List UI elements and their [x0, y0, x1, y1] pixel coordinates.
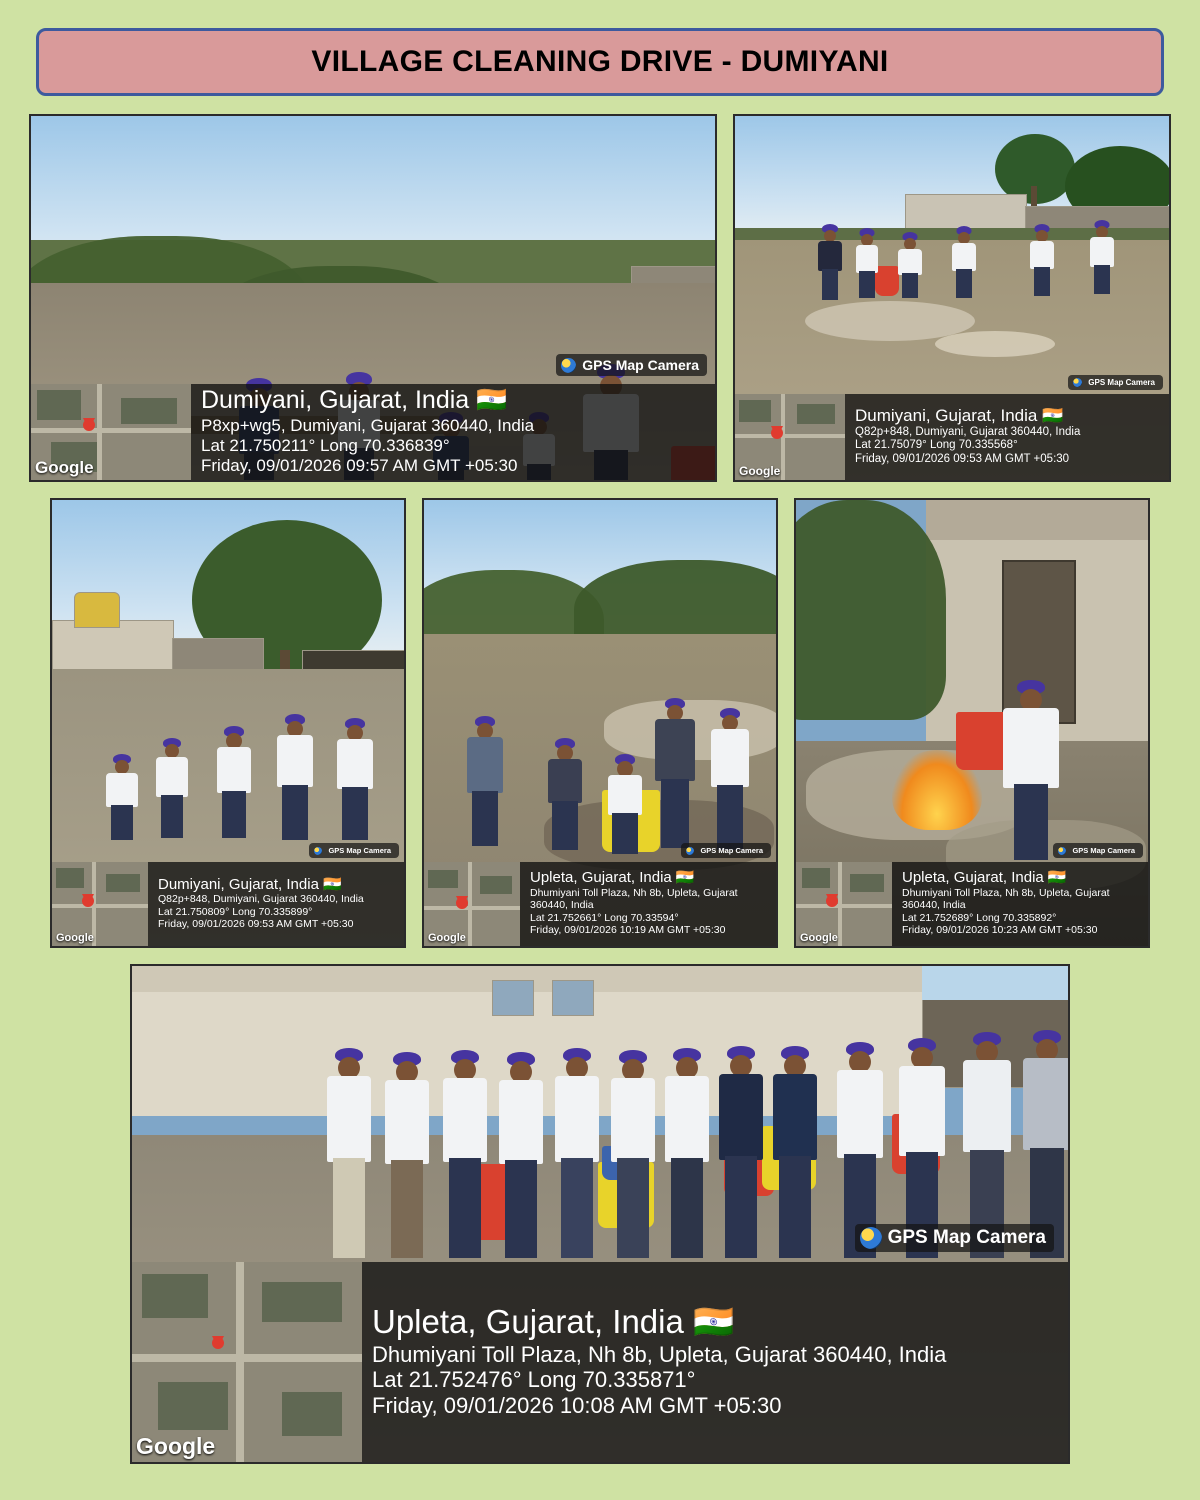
gps-datetime: Friday, 09/01/2026 09:53 AM GMT +05:30	[158, 918, 354, 931]
gps-camera-lens-icon	[314, 847, 322, 855]
page-title: VILLAGE CLEANING DRIVE - DUMIYANI	[311, 45, 889, 78]
gps-datetime: Friday, 09/01/2026 10:19 AM GMT +05:30	[530, 924, 726, 937]
gps-badge-label: GPS Map Camera	[582, 357, 699, 373]
photo-row-1	[28, 114, 1172, 482]
gps-place-label: Dumiyani, Gujarat, India	[201, 386, 470, 415]
gps-coordinates: Lat 21.752661° Long 70.33594°	[530, 911, 679, 924]
gps-text-block	[520, 862, 776, 946]
gps-place-label: Upleta, Gujarat, India	[902, 869, 1044, 887]
google-watermark: Google	[56, 932, 94, 944]
gps-map-camera-badge	[855, 1224, 1054, 1252]
gps-text-block	[845, 394, 1169, 480]
gps-datetime: Friday, 09/01/2026 09:57 AM GMT +05:30	[201, 455, 518, 475]
photo-row-2	[28, 498, 1172, 948]
gps-datetime: Friday, 09/01/2026 09:53 AM GMT +05:30	[855, 452, 1070, 465]
gps-address: Q82p+848, Dumiyani, Gujarat 360440, India	[855, 425, 1081, 438]
gps-coordinates: Lat 21.75079° Long 70.335568°	[855, 439, 1018, 452]
gps-map-camera-badge	[556, 354, 707, 376]
india-flag-icon: 🇮🇳	[675, 869, 695, 887]
gps-place-name	[372, 1303, 1060, 1342]
india-flag-icon: 🇮🇳	[1047, 869, 1067, 887]
photo-1-village-road-cleanup	[29, 114, 717, 482]
gps-camera-lens-icon	[686, 847, 694, 855]
gps-map-thumbnail	[132, 1262, 362, 1462]
gps-overlay	[735, 394, 1169, 480]
gps-coordinates: Lat 21.752476° Long 70.335871°	[372, 1367, 696, 1393]
gps-map-thumbnail	[52, 862, 148, 946]
google-watermark: Google	[739, 464, 781, 478]
gps-place-label: Upleta, Gujarat, India	[372, 1302, 684, 1340]
photo-2-open-ground-litter-pickup	[733, 114, 1171, 482]
gps-map-thumbnail	[424, 862, 520, 946]
gps-badge-label: GPS Map Camera	[887, 1227, 1046, 1248]
india-flag-icon: 🇮🇳	[1042, 405, 1064, 425]
gps-map-camera-badge	[681, 843, 771, 858]
gps-address: Q82p+848, Dumiyani, Gujarat 360440, India	[158, 893, 364, 906]
gps-coordinates: Lat 21.750809° Long 70.335899°	[158, 905, 313, 918]
poster-title-banner	[36, 28, 1164, 96]
gps-map-thumbnail	[735, 394, 845, 480]
gps-text-block	[892, 862, 1148, 946]
gps-badge-label: GPS Map Camera	[1088, 378, 1155, 387]
google-watermark: Google	[35, 458, 94, 477]
gps-overlay	[31, 384, 715, 480]
gps-place-name	[855, 406, 1161, 426]
gps-place-name	[902, 869, 1140, 887]
gps-overlay	[52, 862, 404, 946]
gps-coordinates: Lat 21.750211° Long 70.336839°	[201, 435, 450, 455]
photo-6-group-photo-volunteers	[130, 964, 1070, 1464]
gps-text-block	[148, 862, 404, 946]
gps-badge-label: GPS Map Camera	[1072, 846, 1135, 855]
google-watermark: Google	[136, 1433, 216, 1459]
gps-camera-lens-icon	[1058, 847, 1066, 855]
gps-map-thumbnail	[31, 384, 191, 480]
photo-5-waste-burning-site	[794, 498, 1150, 948]
photo-row-3	[28, 964, 1172, 1464]
gps-badge-label: GPS Map Camera	[700, 846, 763, 855]
gps-map-camera-badge	[1068, 375, 1163, 390]
gps-camera-lens-icon	[561, 358, 576, 373]
gps-address: Dhumiyani Toll Plaza, Nh 8b, Upleta, Gujarat 360440, India	[530, 887, 738, 912]
gps-place-name	[201, 386, 707, 416]
gps-map-camera-badge	[1053, 843, 1143, 858]
gps-place-label: Dumiyani, Gujarat, India	[158, 875, 319, 893]
gps-badge-label: GPS Map Camera	[328, 846, 391, 855]
gps-address: Dhumiyani Toll Plaza, Nh 8b, Upleta, Gujarat 360440, India	[372, 1341, 947, 1367]
india-flag-icon: 🇮🇳	[476, 386, 508, 415]
gps-address: P8xp+wg5, Dumiyani, Gujarat 360440, India	[201, 415, 535, 435]
gps-overlay	[796, 862, 1148, 946]
gps-map-thumbnail	[796, 862, 892, 946]
india-flag-icon: 🇮🇳	[323, 875, 342, 893]
gps-place-name	[530, 869, 768, 887]
gps-place-label: Dumiyani, Gujarat, India	[855, 405, 1038, 425]
google-watermark: Google	[800, 932, 838, 944]
gps-place-label: Upleta, Gujarat, India	[530, 869, 672, 887]
gps-place-name	[158, 876, 396, 894]
gps-text-block	[191, 384, 715, 480]
google-watermark: Google	[428, 932, 466, 944]
gps-camera-lens-icon	[1073, 378, 1082, 387]
gps-map-camera-badge	[309, 843, 399, 858]
gps-camera-lens-icon	[860, 1227, 882, 1249]
gps-address: Dhumiyani Toll Plaza, Nh 8b, Upleta, Gujarat 360440, India	[902, 887, 1110, 912]
gps-overlay	[132, 1262, 1068, 1462]
photo-3-street-sweeping	[50, 498, 406, 948]
gps-coordinates: Lat 21.752689° Long 70.335892°	[902, 911, 1057, 924]
photo-4-toll-plaza-waste-collection	[422, 498, 778, 948]
gps-datetime: Friday, 09/01/2026 10:08 AM GMT +05:30	[372, 1393, 782, 1419]
india-flag-icon: 🇮🇳	[693, 1302, 735, 1340]
gps-overlay	[424, 862, 776, 946]
gps-datetime: Friday, 09/01/2026 10:23 AM GMT +05:30	[902, 924, 1098, 937]
gps-text-block	[362, 1262, 1068, 1462]
